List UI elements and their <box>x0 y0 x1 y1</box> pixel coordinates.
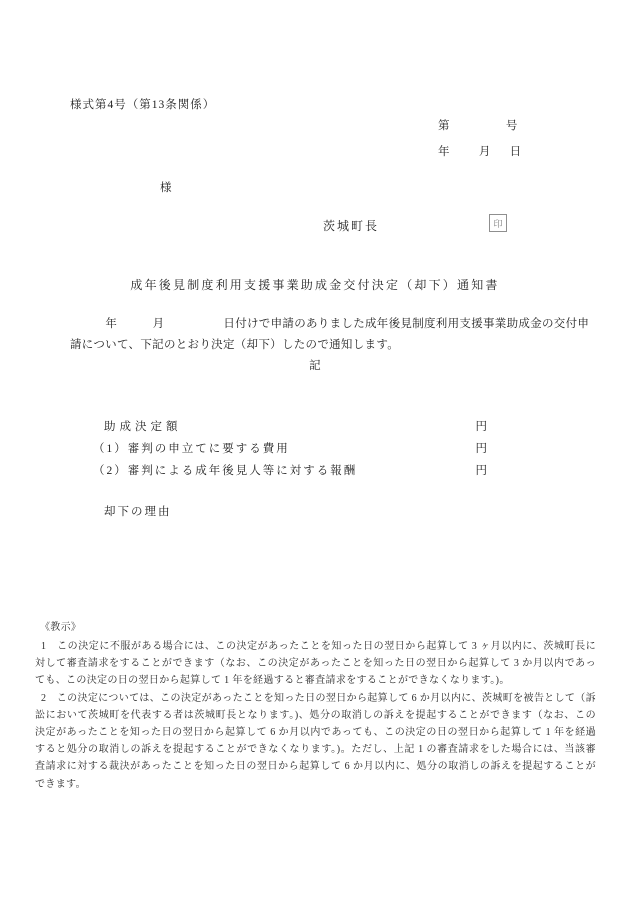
rejection-reason-label: 却下の理由 <box>104 506 172 518</box>
form-number-label: 様式第4号（第13条関係） <box>70 99 216 111</box>
kyoji-line: すると処分の取消しの訴えを提起することができなくなります。)。ただし、上記 1 の審査請求をした場合には、当該審 <box>35 744 596 756</box>
kyoji-heading: 《教示》 <box>40 622 82 633</box>
addressee-honorific: 様 <box>160 182 172 194</box>
amount-unit-petition-cost: 円 <box>475 443 487 455</box>
kyoji-line: 対して審査請求をすることができます（なお、この決定があったことを知った日の翌日から起算して 3 か月以内であっ <box>35 658 596 670</box>
kyoji-line: ても、この決定の日の翌日から起算して 1 年を経過すると審査請求をすることができなくなります。)。 <box>35 675 510 687</box>
seal-placeholder <box>489 214 507 232</box>
doc-number-suffix: 号 <box>505 120 518 132</box>
issuer-title: 茨城町長 <box>323 219 380 233</box>
kyoji-line: できます。 <box>35 778 86 790</box>
ki-marker: 記 <box>309 360 321 372</box>
kyoji-line: 1 この決定に不服がある場合には、この決定があったことを知った日の翌日から起算して 3 ヶ月以内に、茨城町長に <box>41 641 596 652</box>
date-year-label: 年 <box>438 146 450 158</box>
amount-row-petition-cost <box>93 440 487 456</box>
amount-unit-total: 円 <box>475 421 487 433</box>
date-month-label: 月 <box>478 146 491 158</box>
amount-unit-guardian-remuneration: 円 <box>475 465 487 477</box>
kyoji-line: 訟において茨城町を代表する者は茨城町長となります。)、処分の取消しの訴えを提起することができます（なお、この <box>35 709 596 721</box>
amount-label-petition-cost: （1）審判の申立てに要する費用 <box>93 443 290 455</box>
kyoji-notice-block <box>35 638 596 793</box>
kyoji-line: 査請求に対する裁決があったことを知った日の翌日から起算して 6 か月以内に、処分の取消しの訴えを提起することが <box>35 761 596 773</box>
amount-row-guardian-remuneration <box>93 462 487 478</box>
amount-row-total <box>93 418 487 434</box>
amount-label-guardian-remuneration: （2）審判による成年後見人等に対する報酬 <box>93 465 358 477</box>
body-paragraph-line1: 年 月 日付けで申請のありました成年後見制度利用支援事業助成金の交付申 <box>70 318 590 330</box>
seal-character: 印 <box>493 218 503 229</box>
doc-number-prefix: 第 <box>438 120 450 132</box>
document-title: 成年後見制度利用支援事業助成金交付決定（却下）通知書 <box>130 278 500 292</box>
kyoji-line: 2 この決定については、この決定があったことを知った日の翌日から起算して 6 か月以内に、茨城町を被告として（訴 <box>41 692 596 704</box>
body-paragraph-line2: 請について、下記のとおり決定（却下）したので通知します。 <box>70 339 400 351</box>
document-number-line <box>438 117 518 133</box>
date-day-label: 日 <box>509 146 522 158</box>
amount-label-total: 助成決定額 <box>104 421 182 433</box>
date-line <box>438 143 521 159</box>
kyoji-line: 決定があったことを知った日の翌日から起算して 6 か月以内であっても、この決定の日の翌日から起算して 1 年を経過 <box>35 727 596 739</box>
